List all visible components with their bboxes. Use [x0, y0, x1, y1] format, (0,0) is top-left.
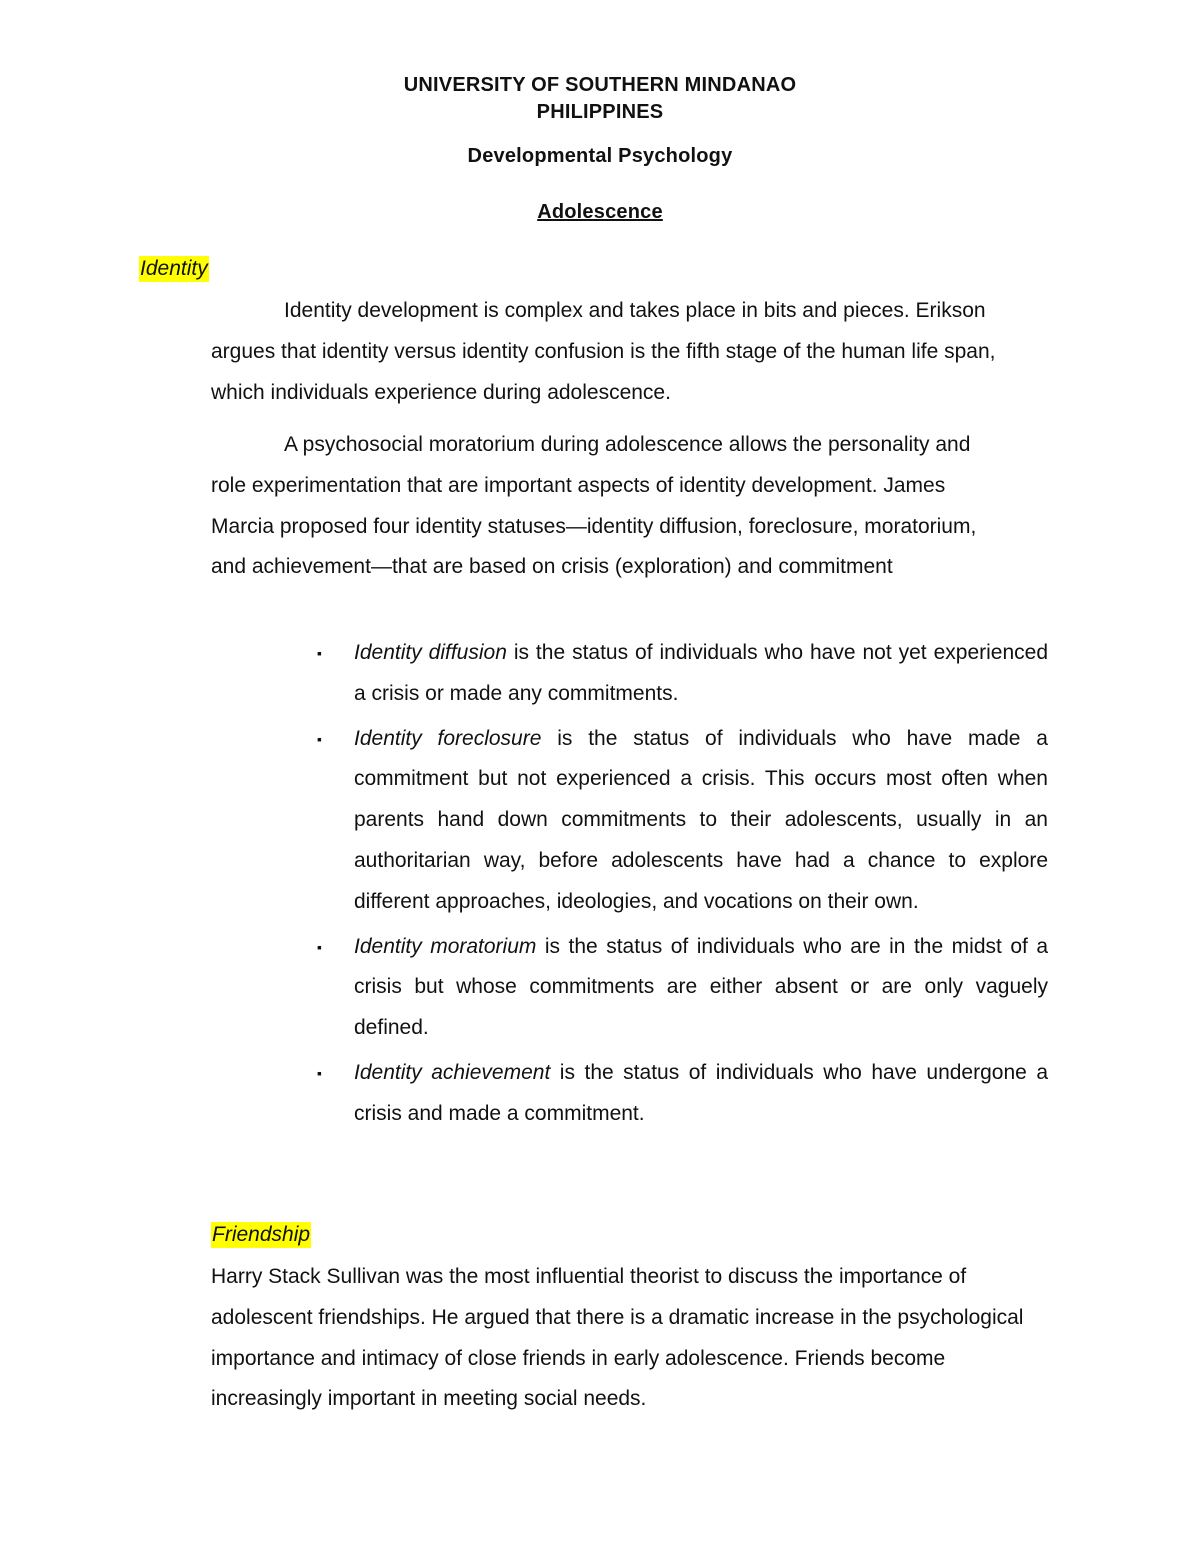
status-description: is the status of individuals who have undergone a crisis and made a commitment. [354, 1060, 1049, 1125]
bullet-icon: ▪ [317, 645, 322, 661]
list-item [314, 927, 1048, 1049]
status-description: is the status of individuals who are in the midst of a crisis but whose commitments are either absent or are only vaguely defined. [354, 934, 1049, 1040]
identity-paragraph-1-text: Identity development is complex and takes place in bits and pieces. Erikson argues that identity versus identity confusion is the fifth stage of the human life span, which individuals experience during adolescence. [211, 299, 996, 404]
bullet-icon: ▪ [317, 938, 322, 955]
university-name: UNIVERSITY OF SOUTHERN MINDANAO [403, 74, 797, 96]
friendship-heading: Friendship [212, 1223, 311, 1246]
status-term: Identity diffusion [354, 641, 507, 664]
list-item [314, 719, 1048, 923]
identity-heading: Identity [140, 257, 208, 280]
friendship-paragraph: Harry Stack Sullivan was the most influential theorist to discuss the importance of adolescent friendships. He argued that there is a dramatic increase in the psychological importance and intimacy of close friends in early adolescence. Friends become increasingly important in meeting social needs. [211, 1265, 1024, 1411]
topic-title: Adolescence [537, 201, 663, 223]
bullet-icon: ▪ [317, 730, 322, 747]
bullet-icon: ▪ [317, 1064, 322, 1081]
identity-paragraph-1 [211, 291, 1011, 413]
identity-paragraph-2 [211, 425, 1011, 588]
list-item [314, 633, 1048, 715]
status-term: Identity moratorium [354, 934, 537, 958]
identity-paragraph-2-text: A psychosocial moratorium during adolescence allows the personality and role experimentation that are important aspects of identity development. James Marcia proposed four identity statuses—identity diffusion, foreclosure, moratorium, and achievement—that are based on crisis (exploration) and commitment [211, 433, 977, 579]
list-item [314, 1053, 1048, 1135]
status-term: Identity achievement [354, 1060, 551, 1084]
status-description: is the status of individuals who have not yet experienced a crisis or made any commitments. [354, 641, 1048, 705]
status-description: is the status of individuals who have made a commitment but not experienced a crisis. This occurs most often when parents hand down commitments to their adolescents, usually in an authoritarian way, before adolescents have had a chance to explore different approaches, ideologies, and vocations on their own. [354, 726, 1048, 913]
identity-status-list [314, 633, 1048, 1139]
status-term: Identity foreclosure [354, 726, 542, 750]
course-title: Developmental Psychology [467, 145, 733, 167]
country-name: PHILIPPINES [536, 101, 664, 123]
